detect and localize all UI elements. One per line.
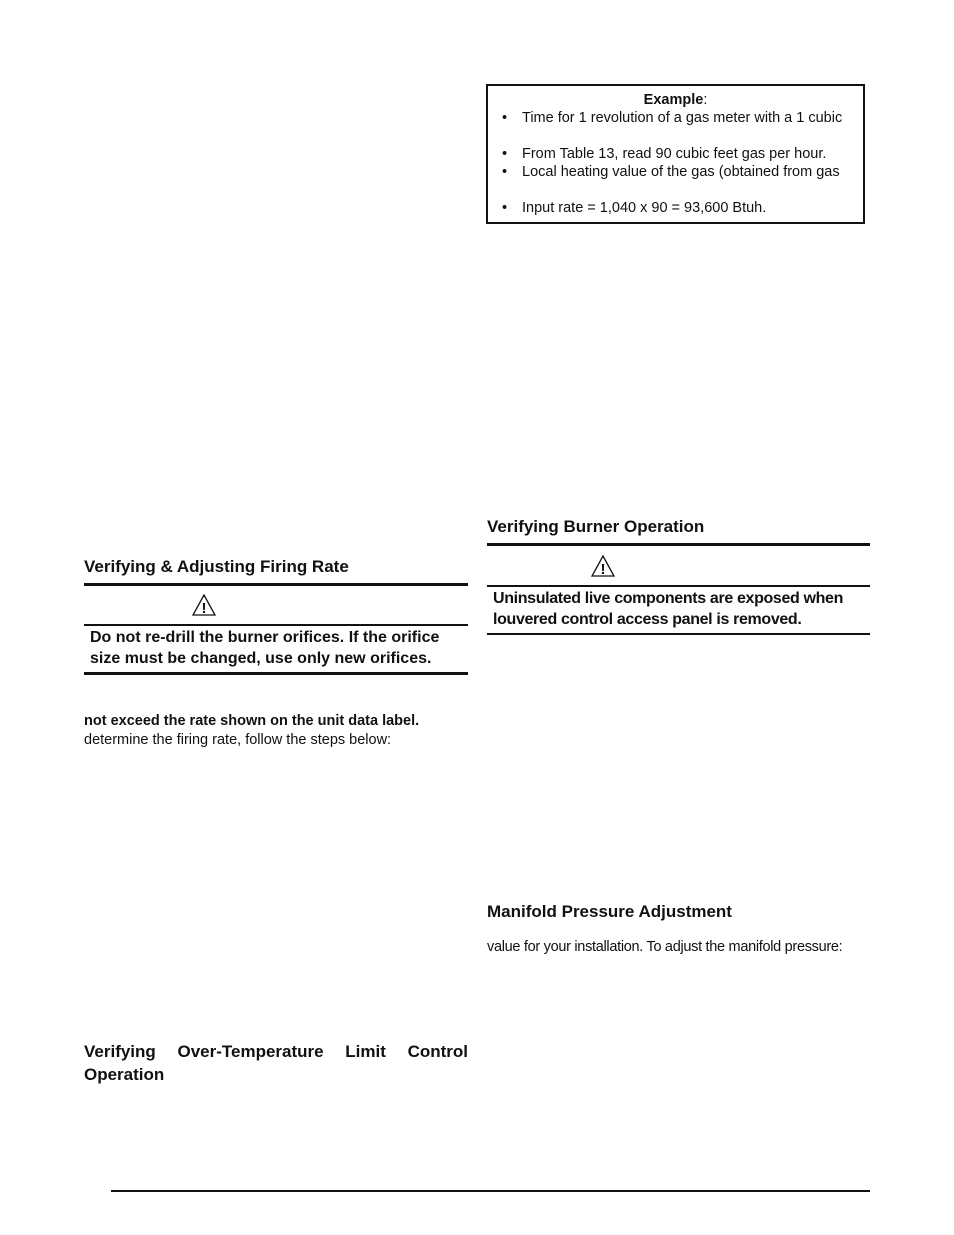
warning-exclamation: ! bbox=[201, 600, 207, 616]
warning-rule bbox=[84, 672, 468, 675]
firing-rate-warning-text: Do not re-drill the burner orifices. If the orifice size must be changed, use only new orifices. bbox=[90, 629, 440, 667]
footer-rule bbox=[111, 1190, 870, 1192]
warning-rule bbox=[487, 633, 870, 635]
example-item: • Time for 1 revolution of a gas meter with a 1 cubic bbox=[502, 110, 843, 126]
limit-control-heading: Verifying Over-Temperature Limit Control Operation bbox=[84, 1042, 468, 1084]
example-item: • Input rate = 1,040 x 90 = 93,600 Btuh. bbox=[502, 200, 767, 216]
firing-rate-text-bold: not exceed the rate shown on the unit data label. bbox=[84, 713, 420, 729]
firing-rate-heading: Verifying & Adjusting Firing Rate bbox=[84, 557, 349, 576]
section-rule bbox=[84, 583, 468, 586]
burner-warning-text: Uninsulated live components are exposed when louvered control access panel is removed. bbox=[493, 590, 844, 628]
firing-rate-text: determine the firing rate, follow the steps below: bbox=[84, 732, 392, 748]
warning-icon bbox=[192, 594, 216, 616]
warning-exclamation: ! bbox=[600, 561, 606, 577]
warning-icon bbox=[591, 555, 615, 577]
warning-rule bbox=[84, 624, 468, 626]
manifold-pressure-heading: Manifold Pressure Adjustment bbox=[487, 902, 732, 921]
example-item: • Local heating value of the gas (obtained from gas bbox=[502, 164, 840, 180]
section-rule bbox=[487, 543, 870, 546]
example-item: • From Table 13, read 90 cubic feet gas per hour. bbox=[502, 146, 827, 162]
warning-rule bbox=[487, 585, 870, 587]
example-title: Example: bbox=[643, 92, 708, 108]
example-box bbox=[486, 84, 865, 224]
manifold-pressure-text: value for your installation. To adjust the manifold pressure: bbox=[487, 939, 843, 955]
burner-operation-heading: Verifying Burner Operation bbox=[487, 517, 705, 536]
